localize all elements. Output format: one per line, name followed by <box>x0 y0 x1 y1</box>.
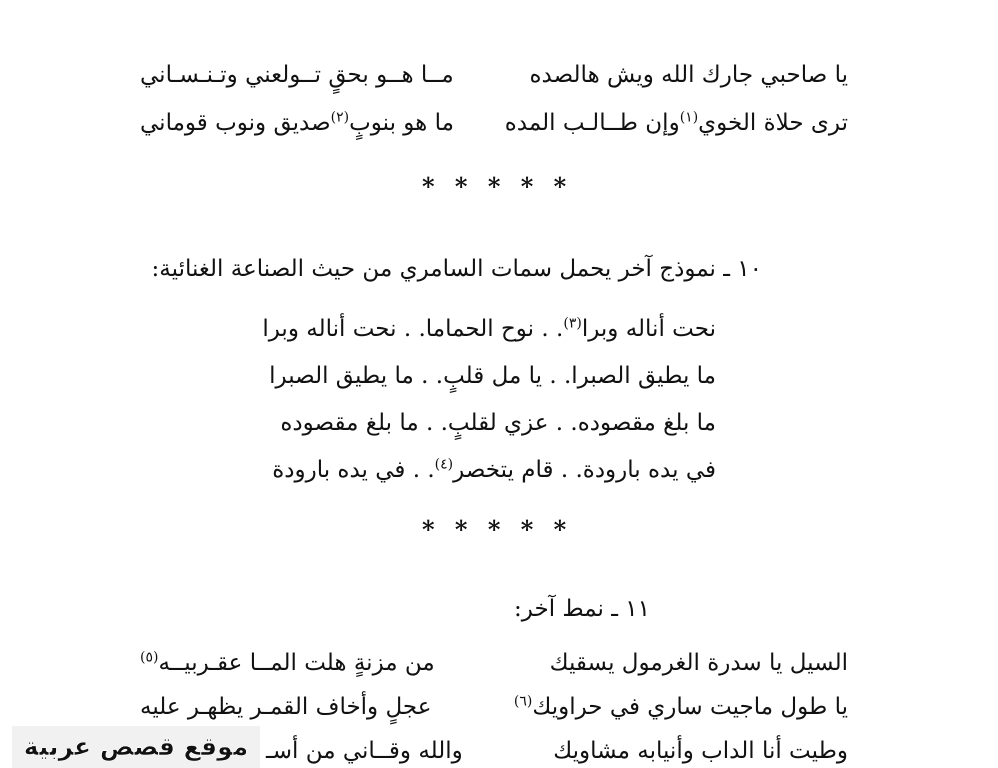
site-watermark: موقع قصص عربية <box>12 726 260 768</box>
footnote-marker: (٦) <box>513 693 533 710</box>
song-line <box>269 361 716 391</box>
text-run: من مزنةٍ هلت المــا عقـربيــه <box>158 650 435 676</box>
footnote-marker: (٥) <box>140 649 159 666</box>
verse-1-left-hemistich: مــا هــو بحقٍ تــولعني وتـنـسـاني <box>140 62 454 88</box>
text-run: ما هو بنوبٍ <box>349 110 454 136</box>
text-run: يا طول ماجيت ساري في حراويك <box>532 694 848 720</box>
verse-2-left-hemistich <box>140 108 454 138</box>
text-run: ما يطيق الصبرا. . يا مل قلبٍ. . ما يطيق الصبرا <box>269 363 716 389</box>
verse-4-left-hemistich: عجلٍ وأخاف القمـر يظهـر عليه <box>140 694 432 720</box>
footnote-marker: (٣) <box>563 315 582 332</box>
verse-5-right-hemistich: وطيت أنا الداب وأنيابه مشاويك <box>553 738 848 764</box>
song-line <box>280 408 716 438</box>
verse-5-left-hemistich: والله وقــاني من أسـ <box>266 738 463 764</box>
song-line <box>262 314 716 344</box>
footnote-marker: (٤) <box>434 456 454 473</box>
text-run: في يده بارودة. . قام يتخصر <box>453 457 716 483</box>
verse-3-left-hemistich <box>140 648 435 678</box>
song-line <box>272 455 716 485</box>
text-run: . . في يده بارودة <box>272 457 435 483</box>
text-run: صديق ونوب قوماني <box>140 110 331 136</box>
section-separator: * * * * * <box>422 172 573 201</box>
footnote-marker: (١) <box>679 109 699 126</box>
verse-4-right-hemistich <box>514 692 848 722</box>
verse-3-right-hemistich: السيل يا سدرة الغرمول يسقيك <box>549 650 848 676</box>
section-heading-11: ١١ ـ نمط آخر: <box>514 596 650 622</box>
verse-1-right-hemistich: يا صاحبي جارك الله ويش هالصده <box>529 62 848 88</box>
text-run: ترى حلاة الخوي <box>698 110 848 136</box>
text-run: . . نوح الحماما. . نحت أناله وبرا <box>262 316 564 342</box>
text-run: ما بلغ مقصوده. . عزي لقلبٍ. . ما بلغ مقصوده <box>280 410 716 436</box>
footnote-marker: (٢) <box>330 109 350 126</box>
verse-2-right-hemistich <box>505 108 848 138</box>
text-run: وإن طــالـب المده <box>504 110 680 136</box>
section-heading-10: ١٠ ـ نموذج آخر يحمل سمات السامري من حيث الصناعة الغنائية: <box>151 256 762 282</box>
text-run: نحت أناله وبرا <box>581 316 716 342</box>
section-separator: * * * * * <box>422 515 573 544</box>
